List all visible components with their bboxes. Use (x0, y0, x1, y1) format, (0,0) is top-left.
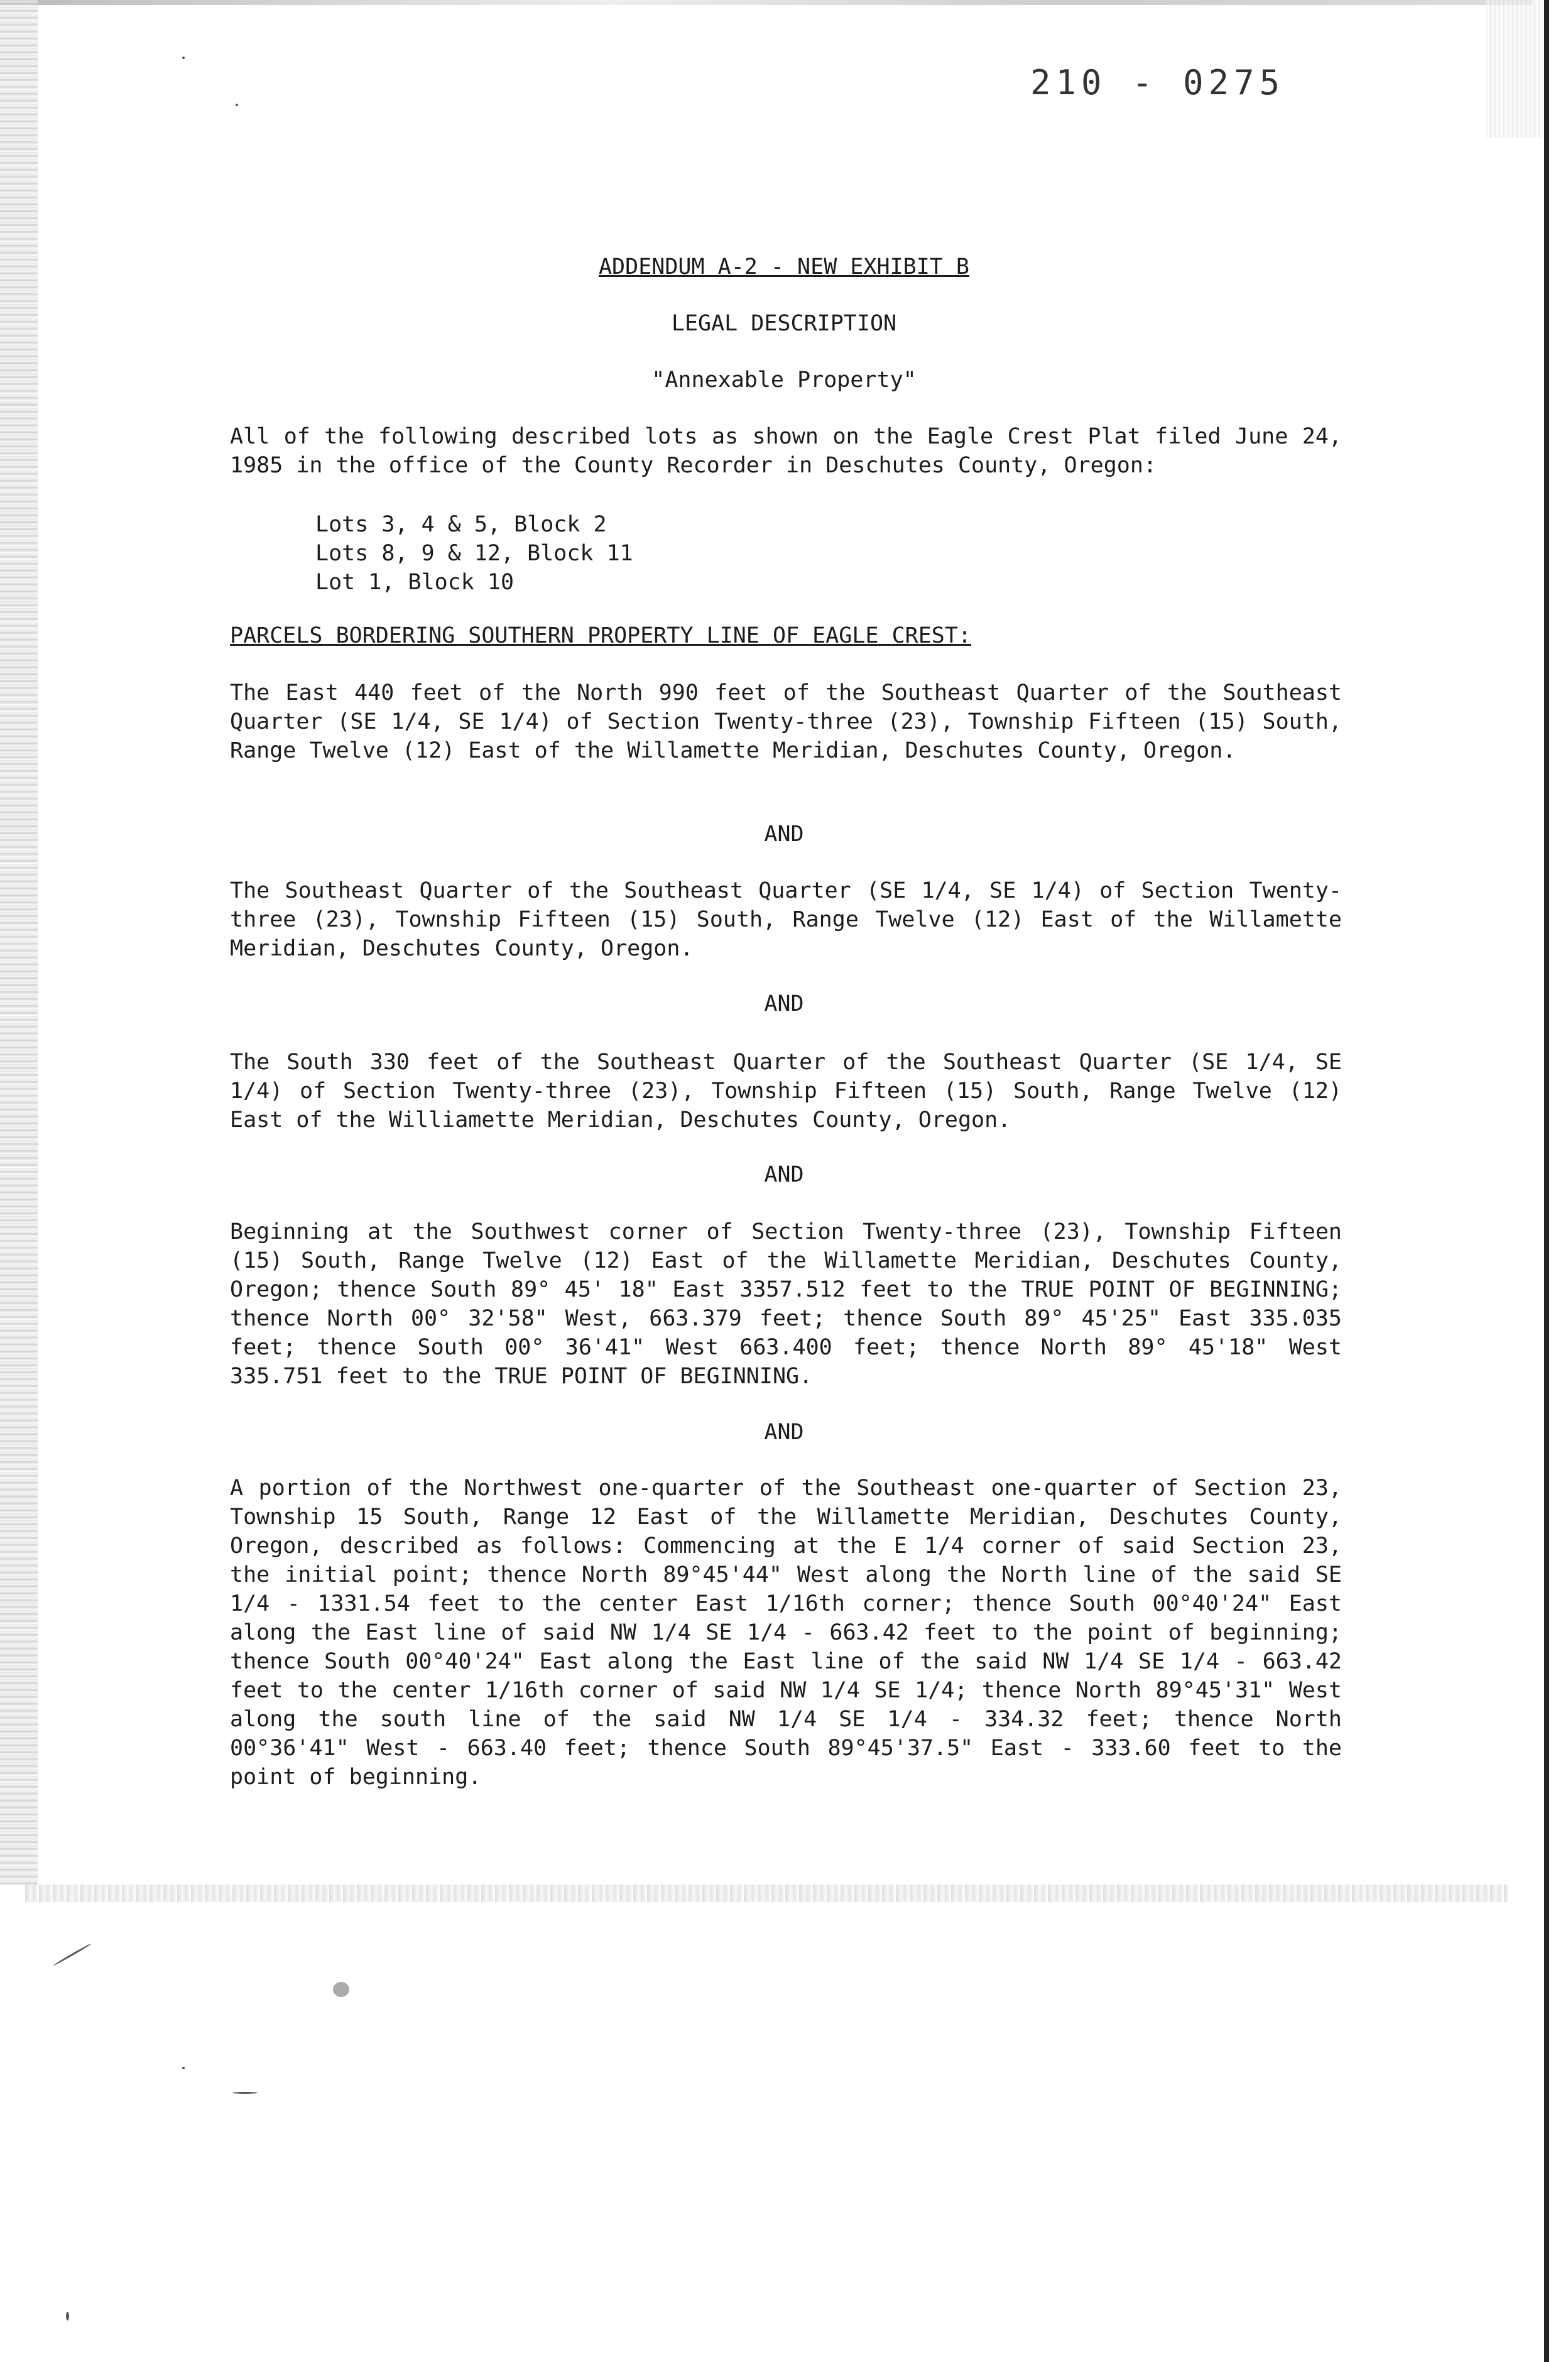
scan-speck (182, 2067, 185, 2069)
parcel-paragraph: The Southeast Quarter of the Southeast Quarter (SE 1/4, SE 1/4) of Section Twenty-three (23), Township Fifteen (15) South, Range Twelve (12) East of the Willamette Meridian, Deschutes County, Oregon. (230, 878, 1342, 961)
intro-paragraph: All of the following described lots as shown on the Eagle Crest Plat filed June 24, 1985 in the office of the County Recorder in Deschutes County, Oregon: (230, 424, 1342, 478)
lot-item: Lots 8, 9 & 12, Block 11 (315, 541, 633, 566)
document-number: 210 - 0275 (1030, 63, 1285, 102)
scan-speck (236, 104, 238, 106)
scan-right-noise (1486, 0, 1543, 138)
addendum-title: ADDENDUM A-2 - NEW EXHIBIT B (598, 254, 969, 280)
and-separator: AND (764, 991, 804, 1016)
scan-left-edge (0, 0, 38, 1885)
lot-item: Lots 3, 4 & 5, Block 2 (315, 512, 607, 537)
scan-speck (333, 1982, 349, 1997)
scan-speck (182, 57, 185, 59)
annexable-property-label: "Annexable Property" (651, 367, 917, 393)
and-separator: AND (764, 1162, 804, 1187)
scan-speck (66, 2312, 69, 2321)
parcel-paragraph: A portion of the Northwest one-quarter of the Southeast one-quarter of Section 23, Township 15 South, Range 12 East of the Willamette Meridian, Deschutes County, Oregon, described as follows: Commencing at the E 1/4 corner of said Section 23, the initial point; thence North 89°45'44" West along the North line of the said SE 1/4 - 1331.54 feet to the center East 1/16th corner; thence South 00°40'24" East along the East line of said NW 1/4 SE 1/4 - 663.42 feet to the point of beginning; thence South 00°40'24" East along the East line of the said NW 1/4 SE 1/4 - 663.42 feet to the center 1/16th corner of said NW 1/4 SE 1/4; thence North 89°45'31" West along the south line of the said NW 1/4 SE 1/4 - 334.32 feet; thence North 00°36'41" West - 663.40 feet; thence South 89°45'37.5" East - 333.60 feet to the point of beginning. (230, 1476, 1342, 1790)
lot-item: Lot 1, Block 10 (315, 570, 514, 595)
parcels-heading: PARCELS BORDERING SOUTHERN PROPERTY LINE OF EAGLE CREST: (230, 623, 972, 648)
scan-speck (232, 2092, 258, 2094)
scan-bottom-band (25, 1885, 1508, 1902)
and-separator: AND (764, 822, 804, 847)
scan-speck (53, 1943, 92, 1967)
scan-top-edge (0, 0, 1533, 5)
legal-description-title: LEGAL DESCRIPTION (671, 311, 897, 336)
and-separator: AND (764, 1420, 804, 1445)
parcel-paragraph: The East 440 feet of the North 990 feet of the Southeast Quarter of the Southeast Quarter (SE 1/4, SE 1/4) of Section Twenty-three (23), Township Fifteen (15) South, Range Twelve (12) East of the Willamette Meridian, Deschutes County, Oregon. (230, 680, 1342, 763)
lot-list (315, 510, 633, 597)
parcel-paragraph: Beginning at the Southwest corner of Section Twenty-three (23), Township Fifteen (15) South, Range Twelve (12) East of the Willamette Meridian, Deschutes County, Oregon; thence South 89° 45' 18" East 3357.512 feet to the TRUE POINT OF BEGINNING; thence North 00° 32'58" West, 663.379 feet; thence South 89° 45'25" East 335.035 feet; thence South 00° 36'41" West 663.400 feet; thence North 89° 45'18" West 335.751 feet to the TRUE POINT OF BEGINNING. (230, 1219, 1342, 1389)
parcel-paragraph: The South 330 feet of the Southeast Quarter of the Southeast Quarter (SE 1/4, SE 1/4) of Section Twenty-three (23), Township Fifteen (15) South, Range Twelve (12) East of the Williamette Meridian, Deschutes County, Oregon. (230, 1050, 1342, 1133)
